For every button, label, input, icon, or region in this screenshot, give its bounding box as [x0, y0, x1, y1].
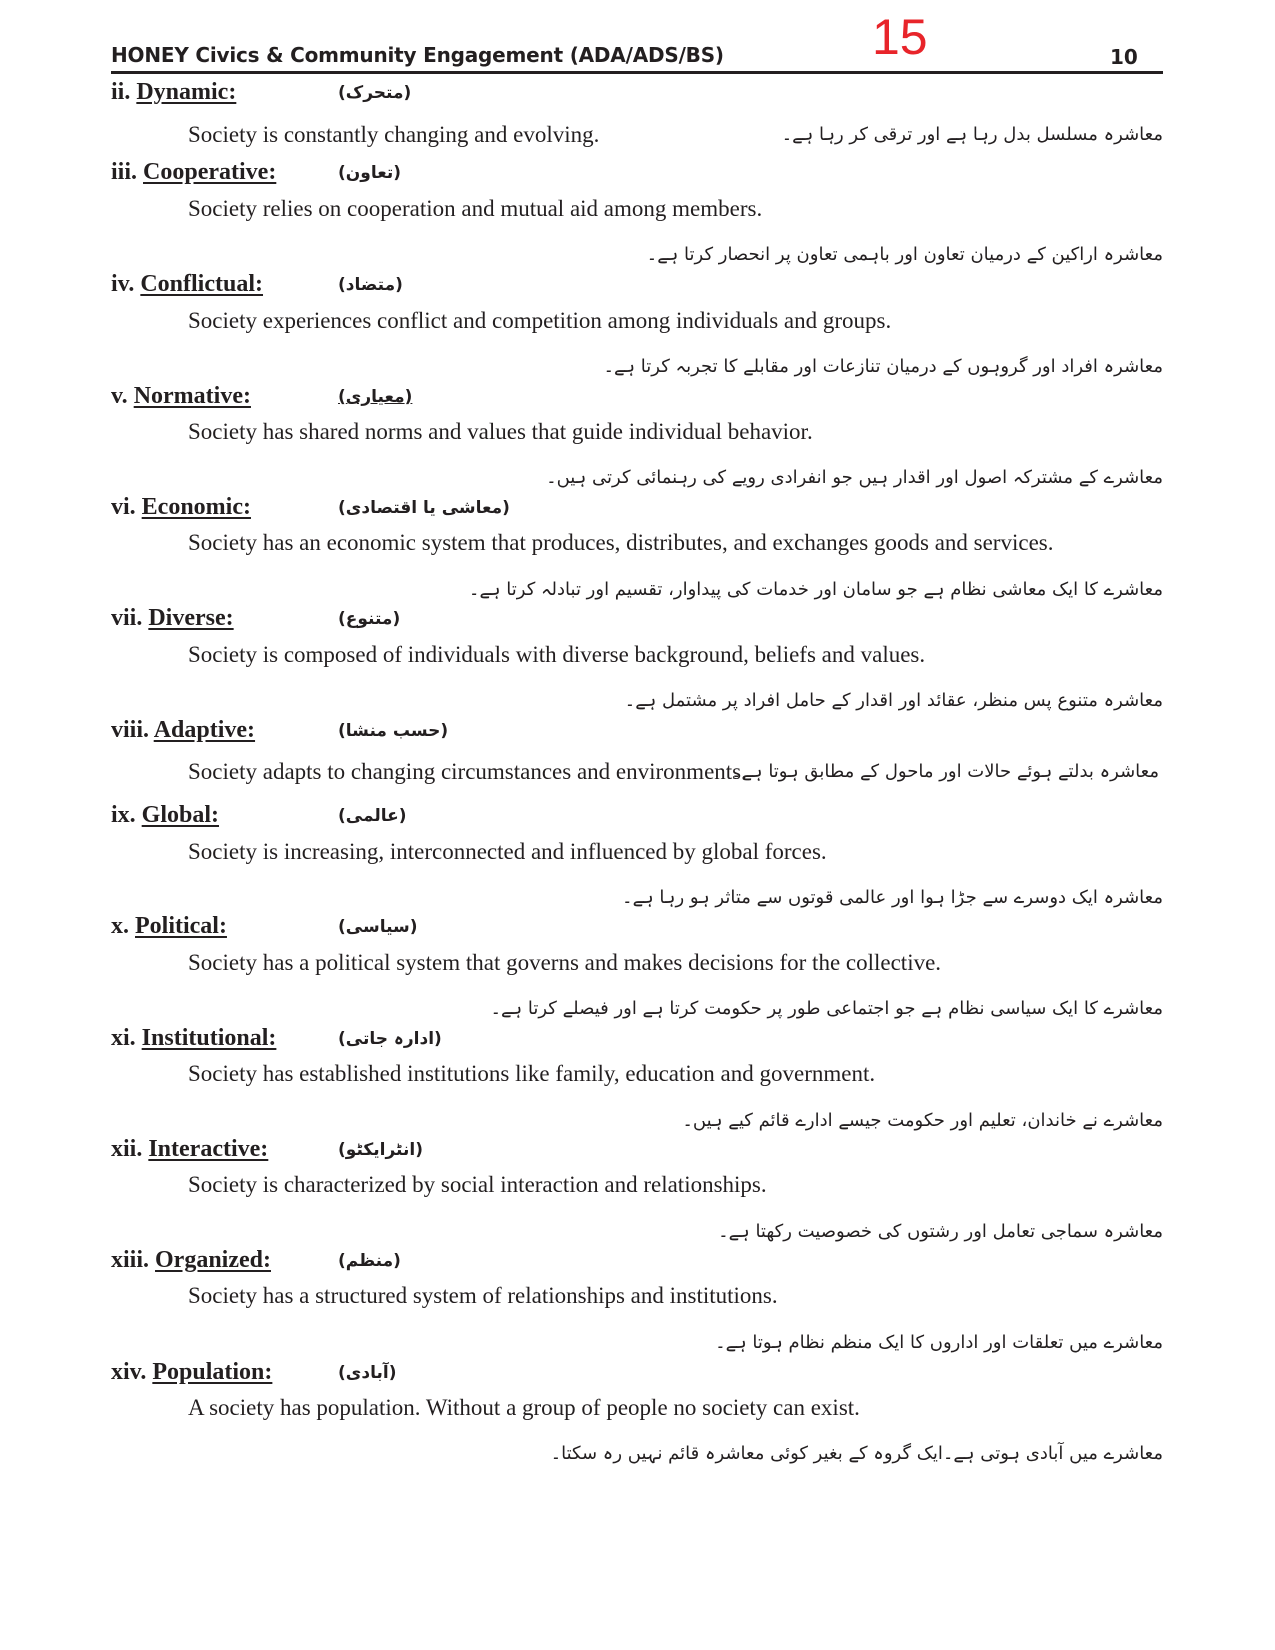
item-urdu-term: (ادارہ جاتی)	[338, 1029, 442, 1049]
item-heading-interactive	[111, 1135, 268, 1163]
item-heading-economic	[111, 493, 251, 521]
item-urdu-term: (سیاسی)	[338, 917, 418, 937]
item-heading-political	[111, 912, 227, 940]
item-term: Political:	[135, 913, 227, 939]
item-term: Institutional:	[141, 1025, 277, 1051]
item-urdu-term: (متنوع)	[338, 609, 401, 629]
page-stamp: 15	[872, 9, 928, 65]
item-number: x.	[111, 913, 129, 939]
item-heading-population	[111, 1358, 272, 1386]
item-urdu-term: (منظم)	[338, 1251, 401, 1271]
document-header-title: HONEY Civics & Community Engagement (ADA/ADS/BS)	[111, 43, 724, 67]
item-urdu-text: معاشرہ ایک دوسرے سے جڑا ہوا اور عالمی قوتوں سے متاثر ہو رہا ہے۔	[622, 887, 1163, 908]
item-number: v.	[111, 383, 128, 409]
item-number: vii.	[111, 605, 143, 631]
item-number: xii.	[111, 1136, 143, 1162]
item-urdu-text: معاشرے میں آبادی ہوتی ہے۔ایک گروہ کے بغیر کوئی معاشرہ قائم نہیں رہ سکتا۔	[550, 1443, 1163, 1464]
item-number: iii.	[111, 159, 138, 185]
item-heading-dynamic	[111, 78, 236, 106]
item-term: Adaptive:	[153, 717, 256, 743]
item-term: Diverse:	[148, 605, 234, 631]
item-urdu-text: معاشرہ اراکین کے درمیان تعاون اور باہمی تعاون پر انحصار کرتا ہے۔	[646, 244, 1163, 265]
item-urdu-term: (معیاری)	[338, 387, 413, 407]
item-urdu-text: معاشرہ بدلتے ہوئے حالات اور ماحول کے مطابق ہوتا ہے۔	[730, 761, 1159, 782]
item-english-text: Society has shared norms and values that guide individual behavior.	[188, 419, 813, 444]
item-english-text: Society relies on cooperation and mutual aid among members.	[188, 196, 763, 221]
item-urdu-text: معاشرے کا ایک معاشی نظام ہے جو سامان اور خدمات کی پیداوار، تقسیم اور تبادلہ کرتا ہے۔	[468, 579, 1163, 600]
item-heading-conflictual	[111, 270, 263, 298]
item-urdu-text: معاشرہ سماجی تعامل اور رشتوں کی خصوصیت رکھتا ہے۔	[718, 1221, 1163, 1242]
item-urdu-text: معاشرے کے مشترکہ اصول اور اقدار ہیں جو انفرادی رویے کی رہنمائی کرتی ہیں۔	[546, 467, 1163, 488]
item-urdu-term: (تعاون)	[338, 163, 402, 183]
item-urdu-term: (متضاد)	[338, 275, 403, 295]
item-heading-global	[111, 801, 219, 829]
item-term: Interactive:	[148, 1136, 269, 1162]
item-heading-adaptive	[111, 716, 255, 744]
item-term: Global:	[141, 802, 220, 828]
item-heading-normative	[111, 382, 251, 410]
item-english-text: Society is constantly changing and evolving.	[188, 122, 600, 147]
item-urdu-text: معاشرے نے خاندان، تعلیم اور حکومت جیسے ادارے قائم کیے ہیں۔	[682, 1110, 1163, 1131]
item-urdu-text: معاشرے کا ایک سیاسی نظام ہے جو اجتماعی طور پر حکومت کرتا ہے اور فیصلے کرتا ہے۔	[490, 998, 1163, 1019]
item-term: Economic:	[141, 494, 251, 520]
item-heading-institutional	[111, 1024, 276, 1052]
item-urdu-term: (معاشی یا اقتصادی)	[338, 498, 510, 518]
item-term: Population:	[152, 1359, 273, 1385]
item-number: iv.	[111, 271, 135, 297]
item-urdu-text: معاشرہ افراد اور گروہوں کے درمیان تنازعات اور مقابلے کا تجربہ کرتا ہے۔	[603, 356, 1163, 377]
item-english-text: Society is increasing, interconnected and influenced by global forces.	[188, 839, 827, 864]
item-heading-diverse	[111, 604, 234, 632]
item-english-text: Society has a political system that governs and makes decisions for the collective.	[188, 950, 942, 975]
item-urdu-term: (انٹرایکٹو)	[338, 1140, 423, 1160]
item-english-text: Society is characterized by social interaction and relationships.	[188, 1172, 767, 1197]
item-urdu-text: معاشرے میں تعلقات اور اداروں کا ایک منظم نظام ہوتا ہے۔	[715, 1332, 1163, 1353]
item-term: Conflictual:	[140, 271, 264, 297]
item-term: Normative:	[133, 383, 251, 409]
item-english-text: Society experiences conflict and competition among individuals and groups.	[188, 308, 892, 333]
item-english-text: Society has an economic system that produces, distributes, and exchanges goods and services.	[188, 530, 1054, 555]
item-urdu-term: (عالمی)	[338, 806, 407, 826]
item-urdu-text: معاشرہ مسلسل بدل رہا ہے اور ترقی کر رہا ہے۔	[781, 124, 1163, 145]
item-term: Cooperative:	[143, 159, 277, 185]
item-english-text: Society adapts to changing circumstances and environments.	[188, 759, 747, 784]
item-english-text: Society is composed of individuals with diverse background, beliefs and values.	[188, 642, 926, 667]
item-number: ix.	[111, 802, 136, 828]
item-heading-organized	[111, 1246, 271, 1274]
item-term: Dynamic:	[136, 79, 237, 105]
item-urdu-text: معاشرہ متنوع پس منظر، عقائد اور اقدار کے حامل افراد پر مشتمل ہے۔	[624, 690, 1163, 711]
item-english-text: Society has a structured system of relationships and institutions.	[188, 1283, 778, 1308]
item-number: viii.	[111, 717, 150, 743]
item-urdu-term: (متحرک)	[338, 83, 412, 103]
item-number: xi.	[111, 1025, 136, 1051]
item-number: vi.	[111, 494, 136, 520]
item-heading-cooperative	[111, 158, 276, 186]
item-term: Organized:	[155, 1247, 271, 1273]
item-urdu-term: (حسب منشا)	[338, 721, 449, 741]
item-number: ii.	[111, 79, 131, 105]
item-english-text: A society has population. Without a group of people no society can exist.	[188, 1395, 860, 1420]
item-urdu-term: (آبادی)	[338, 1363, 397, 1383]
item-number: xiii.	[111, 1247, 150, 1273]
page-number: 10	[1110, 45, 1138, 69]
item-number: xiv.	[111, 1359, 147, 1385]
header-divider	[111, 71, 1163, 74]
item-english-text: Society has established institutions like family, education and government.	[188, 1061, 876, 1086]
